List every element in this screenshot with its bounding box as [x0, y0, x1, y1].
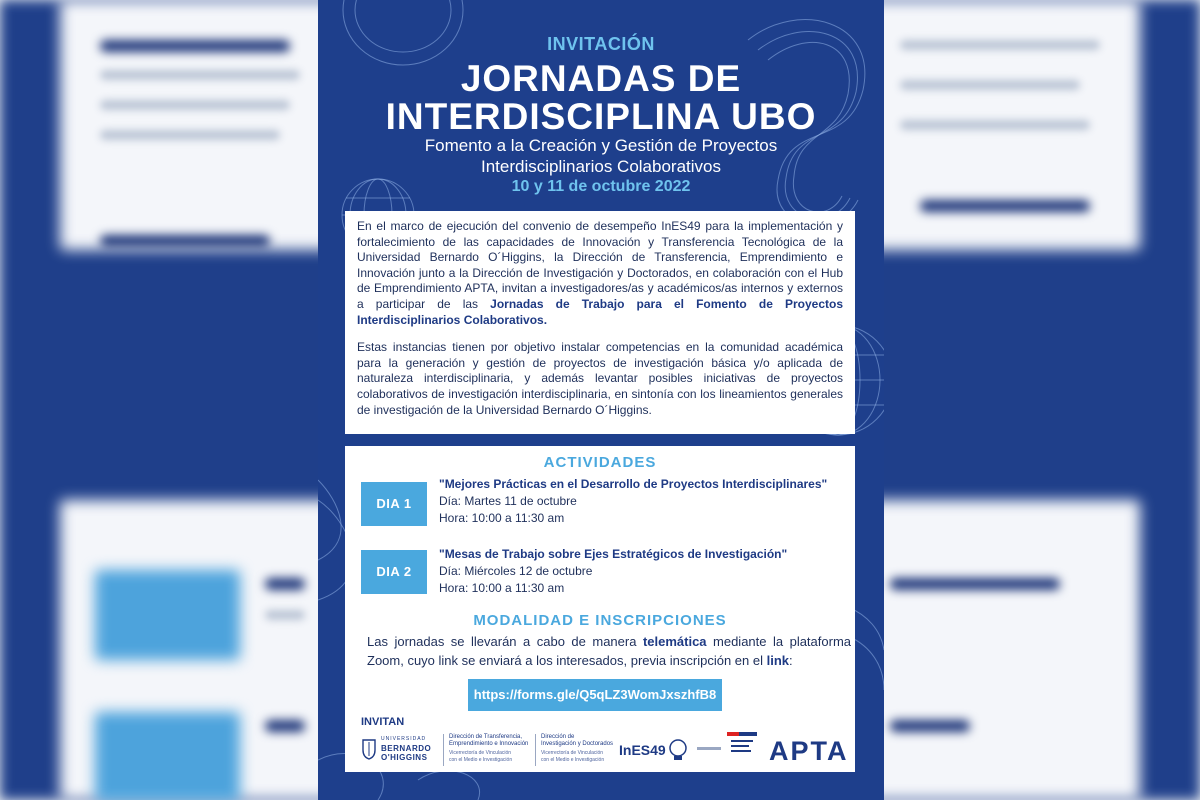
transfer-direction-logo: [449, 734, 533, 774]
modality-bold-link: link: [766, 653, 789, 668]
activity-2: [439, 546, 849, 597]
dir1-line-2: Emprendimiento e Innovación: [449, 741, 529, 747]
background-text: [890, 578, 1060, 590]
ubo-small-label: UNIVERSIDAD: [381, 736, 427, 742]
event-date: 10 y 11 de octubre 2022: [511, 178, 691, 195]
modality-text-part: Las jornadas se llevarán a cabo de manera: [367, 634, 643, 649]
background-text: [265, 720, 305, 732]
dir2-line-2: Investigación y Doctorados: [541, 741, 614, 747]
dir2-line-3: Vicerrectoría de Vinculación: [541, 750, 604, 756]
day-2-badge: DIA 2: [361, 550, 427, 594]
activities-card: [345, 446, 855, 772]
invitation-label: INVITACIÓN: [547, 34, 655, 54]
ubo-name-line-2: O'HIGGINS: [381, 753, 428, 762]
background-text: [265, 610, 305, 620]
subtitle-line-1: Fomento a la Creación y Gestión de Proyectos: [424, 136, 778, 155]
ubo-name: [381, 744, 431, 762]
modality-text-part: mediante la plataforma Zoom, cuyo link se enviará a los interesados, previa inscripción en el: [367, 634, 852, 668]
logos-row: [361, 730, 847, 770]
ubo-crest-icon: [361, 738, 377, 760]
activity-2-time: Hora: 10:00 a 11:30 am: [439, 581, 565, 595]
dir1-line-3: Vicerrectoría de Vinculación: [449, 750, 512, 756]
activity-2-title: "Mesas de Trabajo sobre Ejes Estratégicos de Investigación": [439, 547, 788, 561]
modality-bold-telematica: telemática: [642, 634, 707, 649]
activity-1-date: Día: Martes 11 de octubre: [439, 494, 577, 508]
modality-text: [367, 632, 851, 670]
activity-1-title: "Mejores Prácticas en el Desarrollo de Proyectos Interdisciplinares": [439, 477, 828, 491]
subtitle-line-2: Interdisciplinarios Colaborativos: [480, 157, 721, 176]
poster: [318, 0, 884, 800]
dir2-line-1: Dirección de: [541, 734, 575, 740]
ministry-logo-icon: [727, 732, 757, 768]
intro-paragraph-1-bold: Jornadas de Trabajo para el Fomento de Proyectos Interdisciplinarios Colaborativos.: [357, 296, 843, 327]
ubo-logo: [361, 730, 441, 770]
background-text: [100, 235, 270, 247]
background-text: [900, 120, 1090, 130]
background-text: [920, 200, 1090, 212]
activity-1: [439, 476, 849, 527]
intro-paragraph-2: Estas instancias tienen por objetivo instalar competencias en la comunidad académica para la generación y gestión de proyectos de investigación básica y/o aplicada de naturaleza interdisciplinaria, y además levantar posibles iniciativas de proyectos colaborativos de investigación interdisciplinaria, en sintonía con los lineamientos generales de investigación de la Universidad Bernardo O´Higgins.: [357, 340, 843, 417]
modality-text-part: :: [789, 653, 793, 668]
background-text: [265, 578, 305, 590]
registration-link-button[interactable]: https://forms.gle/Q5qLZ3WomJxszhfB8: [468, 679, 722, 711]
background-text: [100, 40, 290, 52]
background-dia-tile: [95, 712, 240, 800]
invitan-label: INVITAN: [361, 716, 405, 728]
research-direction-logo: [541, 734, 615, 774]
background-text: [900, 40, 1100, 50]
title-line-2: INTERDISCIPLINA UBO: [385, 96, 817, 137]
activities-heading: ACTIVIDADES: [543, 454, 657, 471]
dir1-line-4: con el Medio e Investigación: [449, 757, 513, 763]
background-text: [900, 80, 1080, 90]
background-text: [100, 130, 280, 140]
activity-1-time: Hora: 10:00 a 11:30 am: [439, 511, 565, 525]
day-1-badge: DIA 1: [361, 482, 427, 526]
ubo-name-line-1: BERNARDO: [381, 744, 432, 753]
intro-card: [345, 211, 855, 434]
activity-2-date: Día: Miércoles 12 de octubre: [439, 564, 593, 578]
apta-logo: APTA: [769, 736, 849, 766]
dir2-line-4: con el Medio e Investigación: [541, 757, 605, 763]
ines-bulb-icon: [666, 738, 690, 762]
background-text: [100, 100, 290, 110]
logo-divider: [443, 734, 444, 766]
ines49-logo: InES49: [619, 742, 666, 758]
background-text: [890, 720, 970, 732]
ministry-caption-mark: [697, 747, 721, 750]
dir1-line-1: Dirección de Transferencia,: [449, 734, 523, 740]
background-dia-tile: [95, 570, 240, 660]
logo-divider: [535, 734, 536, 766]
intro-paragraph-1-text: En el marco de ejecución del convenio de desempeño InES49 para la implementación y fortalecimiento de las capacidades de Innovación y Transferencia Tecnológica de la Universidad Bernardo O´Higgins, la Dirección de Transferencia, Emprendimiento e Innovación junto a la Dirección de Investigación y Doctorados, en colaboración con el Hub de Emprendimiento APTA, invitan a investigadores/as y académicos/as internos y externos a participar de las: [357, 219, 843, 311]
intro-paragraph-1: [357, 219, 843, 328]
title-line-1: JORNADAS DE: [460, 58, 742, 99]
modality-heading: MODALIDAD E INSCRIPCIONES: [473, 612, 727, 629]
background-text: [100, 70, 300, 80]
